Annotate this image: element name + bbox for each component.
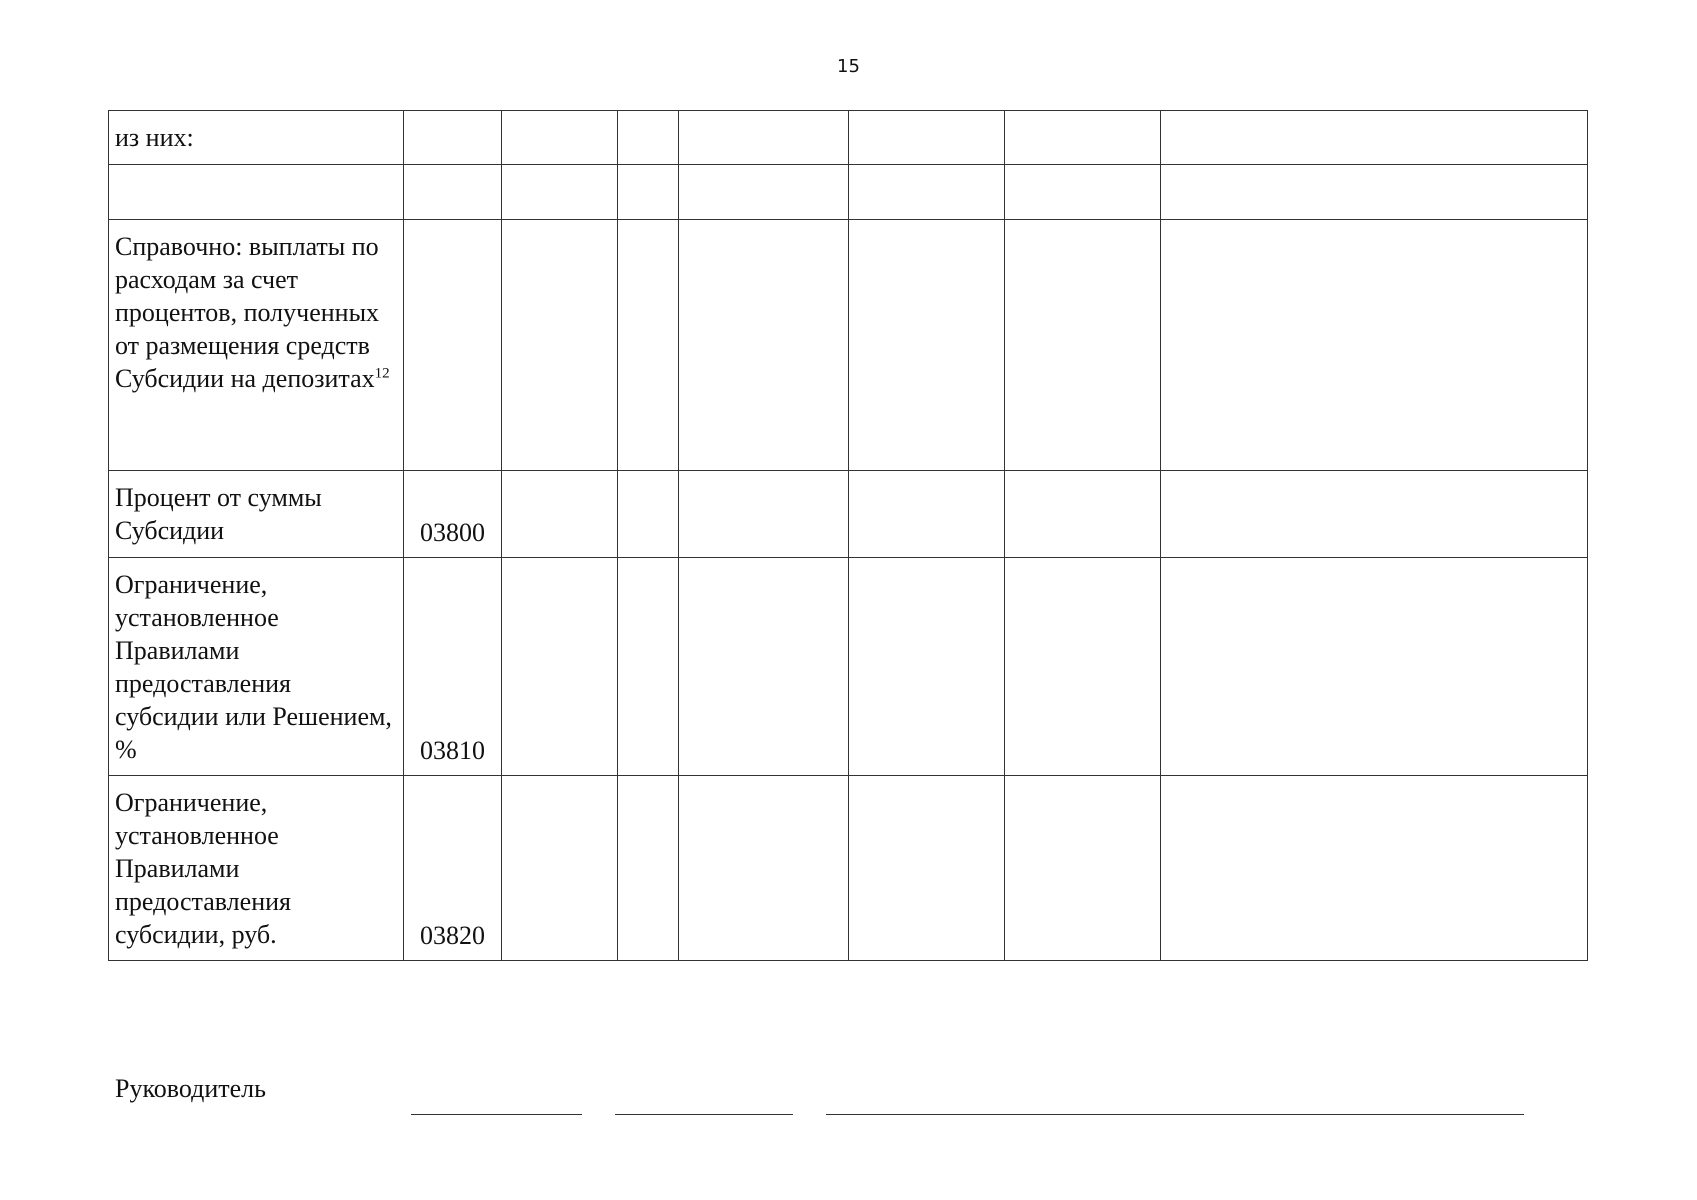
table-cell <box>679 220 849 471</box>
row-label: из них: <box>109 111 404 165</box>
table-cell <box>1161 165 1588 220</box>
table-cell <box>1005 220 1161 471</box>
table-row <box>109 220 1588 471</box>
table-cell <box>679 111 849 165</box>
row-code: 03820 <box>404 776 502 961</box>
table-cell <box>502 471 618 558</box>
table-cell <box>679 471 849 558</box>
footnote-marker: 12 <box>374 365 390 382</box>
table-cell <box>618 776 679 961</box>
table-cell <box>1161 111 1588 165</box>
table-cell <box>1005 471 1161 558</box>
row-label <box>109 165 404 220</box>
table-cell <box>849 220 1005 471</box>
signature-line <box>411 1114 582 1115</box>
signature-label: Руководитель <box>115 1074 266 1103</box>
table-cell <box>849 165 1005 220</box>
table-row <box>109 471 1588 558</box>
table-cell <box>1005 558 1161 776</box>
table-row <box>109 558 1588 776</box>
row-code: 03810 <box>404 558 502 776</box>
signature-line <box>615 1114 793 1115</box>
table-cell <box>618 471 679 558</box>
table-cell <box>618 165 679 220</box>
page-number: 15 <box>837 56 860 77</box>
table-cell <box>502 776 618 961</box>
table-cell <box>849 558 1005 776</box>
row-label: Ограничение, установленное Правилами предоставления субсидии или Решением, % <box>109 558 404 776</box>
table-cell <box>849 111 1005 165</box>
table-cell <box>1005 111 1161 165</box>
table-cell <box>502 111 618 165</box>
row-code: 03800 <box>404 471 502 558</box>
row-label: Справочно: выплаты по расходам за счет процентов, полученных от размещения средств Субсидии на депозитах$^{12}$ <box>109 220 404 471</box>
table-cell <box>618 558 679 776</box>
report-table <box>108 110 1588 961</box>
table-cell <box>679 165 849 220</box>
row-label: Процент от суммы Субсидии <box>109 471 404 558</box>
signature-line <box>826 1114 1524 1115</box>
table-row <box>109 776 1588 961</box>
table-cell <box>849 471 1005 558</box>
row-code <box>404 220 502 471</box>
table-cell <box>1161 471 1588 558</box>
row-code <box>404 165 502 220</box>
table-cell <box>1005 776 1161 961</box>
table-cell <box>679 776 849 961</box>
table-cell <box>849 776 1005 961</box>
table-cell <box>502 165 618 220</box>
table-cell <box>502 558 618 776</box>
row-label: Ограничение, установленное Правилами предоставления субсидии, руб. <box>109 776 404 961</box>
table-cell <box>679 558 849 776</box>
table-row <box>109 111 1588 165</box>
table-cell <box>618 220 679 471</box>
row-code <box>404 111 502 165</box>
table-cell <box>1005 165 1161 220</box>
table-cell <box>502 220 618 471</box>
table-cell <box>618 111 679 165</box>
table-cell <box>1161 220 1588 471</box>
table-row <box>109 165 1588 220</box>
table-cell <box>1161 776 1588 961</box>
table-cell <box>1161 558 1588 776</box>
